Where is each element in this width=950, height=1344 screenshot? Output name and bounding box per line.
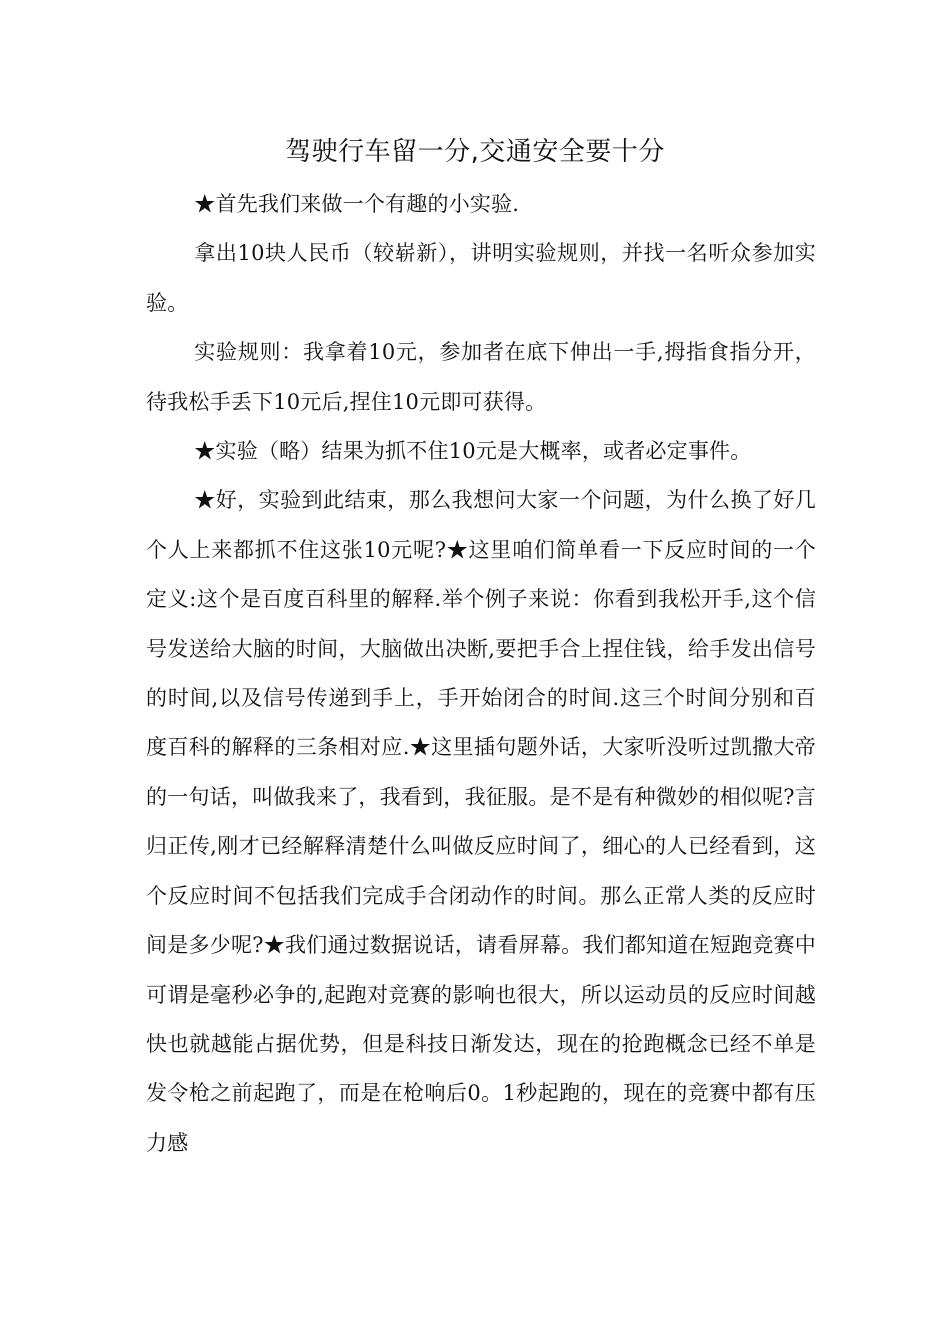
document-title: 驾驶行车留一分,交通安全要十分 [285,137,665,167]
paragraph-result: ★实验（略）结果为抓不住10元是大概率，或者必定事件。 [194,439,752,464]
document-body [146,180,816,1168]
paragraph-rules: 实验规则：我拿着10元，参加者在底下伸出一手,拇指食指分开，待我松手丢下10元后,捏住10元即可获得。 [146,340,816,414]
paragraph-explanation: ★好，实验到此结束，那么我想问大家一个问题，为什么换了好几个人上来都抓不住这张10元呢?★这里咱们简单看一下反应时间的一个定义:这个是百度百科里的解释.举个例子来说：你看到我松开手,这个信号发送给大脑的时间，大脑做出决断,要把手合上捏住钱，给手发出信号的时间,以及信号传递到手上，手开始闭合的时间.这三个时间分别和百度百科的解释的三条相对应.★这里插句题外话，大家听没听过凯撒大帝的一句话，叫做我来了，我看到，我征服。是不是有种微妙的相似呢?言归正传,刚才已经解释清楚什么叫做反应时间了，细心的人已经看到，这个反应时间不包括我们完成手合闭动作的时间。那么正常人类的反应时间是多少呢?★我们通过数据说话，请看屏幕。我们都知道在短跑竞赛中可谓是毫秒必争的,起跑对竞赛的影响也很大，所以运动员的反应时间越快也就越能占据优势，但是科技日渐发达，现在的抢跑概念已经不单是发令枪之前起跑了，而是在枪响后0。1秒起跑的，现在的竞赛中都有压力感 [146,488,816,1155]
paragraph-setup: 拿出10块人民币（较崭新），讲明实验规则，并找一名听众参加实验。 [146,241,816,315]
paragraph-intro: ★首先我们来做一个有趣的小实验. [194,192,520,216]
